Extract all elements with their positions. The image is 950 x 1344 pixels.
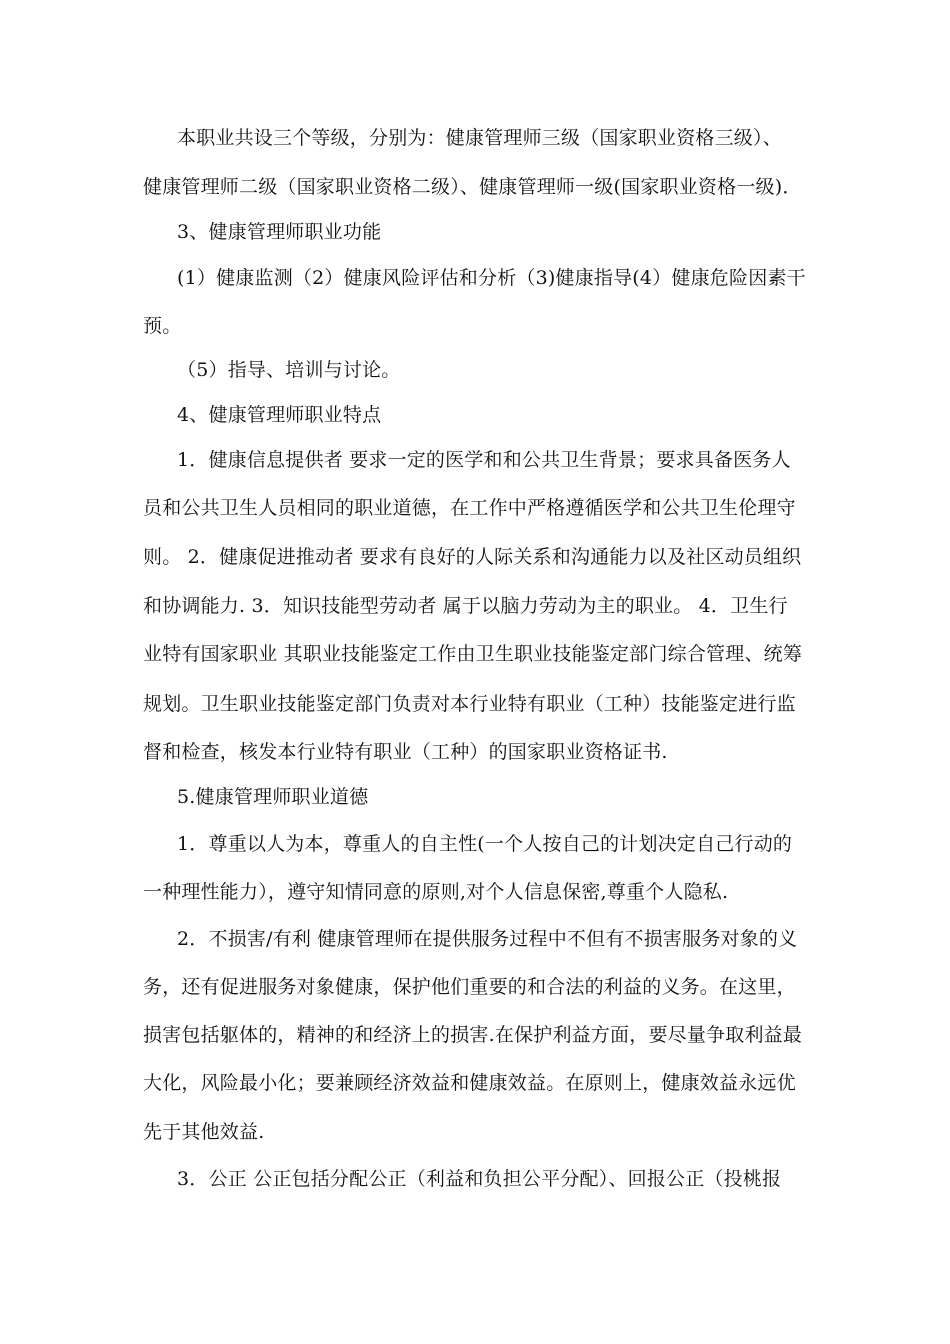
text-line: 业特有国家职业 其职业技能鉴定工作由卫生职业技能鉴定部门综合管理、统筹 [143, 643, 803, 665]
section-heading: 3、健康管理师职业功能 [177, 221, 382, 243]
text-line: 规划。卫生职业技能鉴定部门负责对本行业特有职业（工种）技能鉴定进行监 [143, 693, 796, 715]
section-heading: 4、健康管理师职业特点 [177, 404, 382, 426]
text-line: 则。 2．健康促进推动者 要求有良好的人际关系和沟通能力以及社区动员组织 [143, 546, 802, 568]
text-line: 大化，风险最小化；要兼顾经济效益和健康效益。在原则上，健康效益永远优 [143, 1072, 796, 1094]
text-line: 2．不损害/有利 健康管理师在提供服务过程中不但有不损害服务对象的义 [177, 928, 798, 950]
section-heading: 5.健康管理师职业道德 [177, 786, 369, 808]
text-line: 务，还有促进服务对象健康，保护他们重要的和合法的利益的义务。在这里， [143, 976, 796, 998]
text-line: 健康管理师二级（国家职业资格二级）、健康管理师一级(国家职业资格一级)． [143, 176, 802, 198]
text-line: 预。 [143, 315, 182, 337]
text-line: 一种理性能力），遵守知情同意的原则,对个人信息保密,尊重个人隐私. [143, 881, 729, 903]
text-line: 和协调能力. 3．知识技能型劳动者 属于以脑力劳动为主的职业。 4．卫生行 [143, 595, 788, 617]
text-line: 本职业共设三个等级，分别为：健康管理师三级（国家职业资格三级）、 [177, 127, 782, 149]
text-line: 1．尊重以人为本，尊重人的自主性(一个人按自己的计划决定自己行动的 [177, 833, 793, 855]
text-line: （5）指导、培训与讨论。 [177, 359, 401, 381]
text-line: 3．公正 公正包括分配公正（利益和负担公平分配）、回报公正（投桃报 [177, 1168, 782, 1190]
text-line: 员和公共卫生人员相同的职业道德，在工作中严格遵循医学和公共卫生伦理守 [143, 497, 796, 519]
text-line: (1）健康监测（2）健康风险评估和分析（3)健康指导(4）健康危险因素干 [177, 267, 806, 289]
text-line: 1．健康信息提供者 要求一定的医学和和公共卫生背景；要求具备医务人 [177, 449, 791, 471]
text-line: 督和检查，核发本行业特有职业（工种）的国家职业资格证书. [143, 741, 668, 763]
text-line: 先于其他效益. [143, 1121, 265, 1143]
text-line: 损害包括躯体的，精神的和经济上的损害.在保护利益方面，要尽量争取利益最 [143, 1024, 803, 1046]
